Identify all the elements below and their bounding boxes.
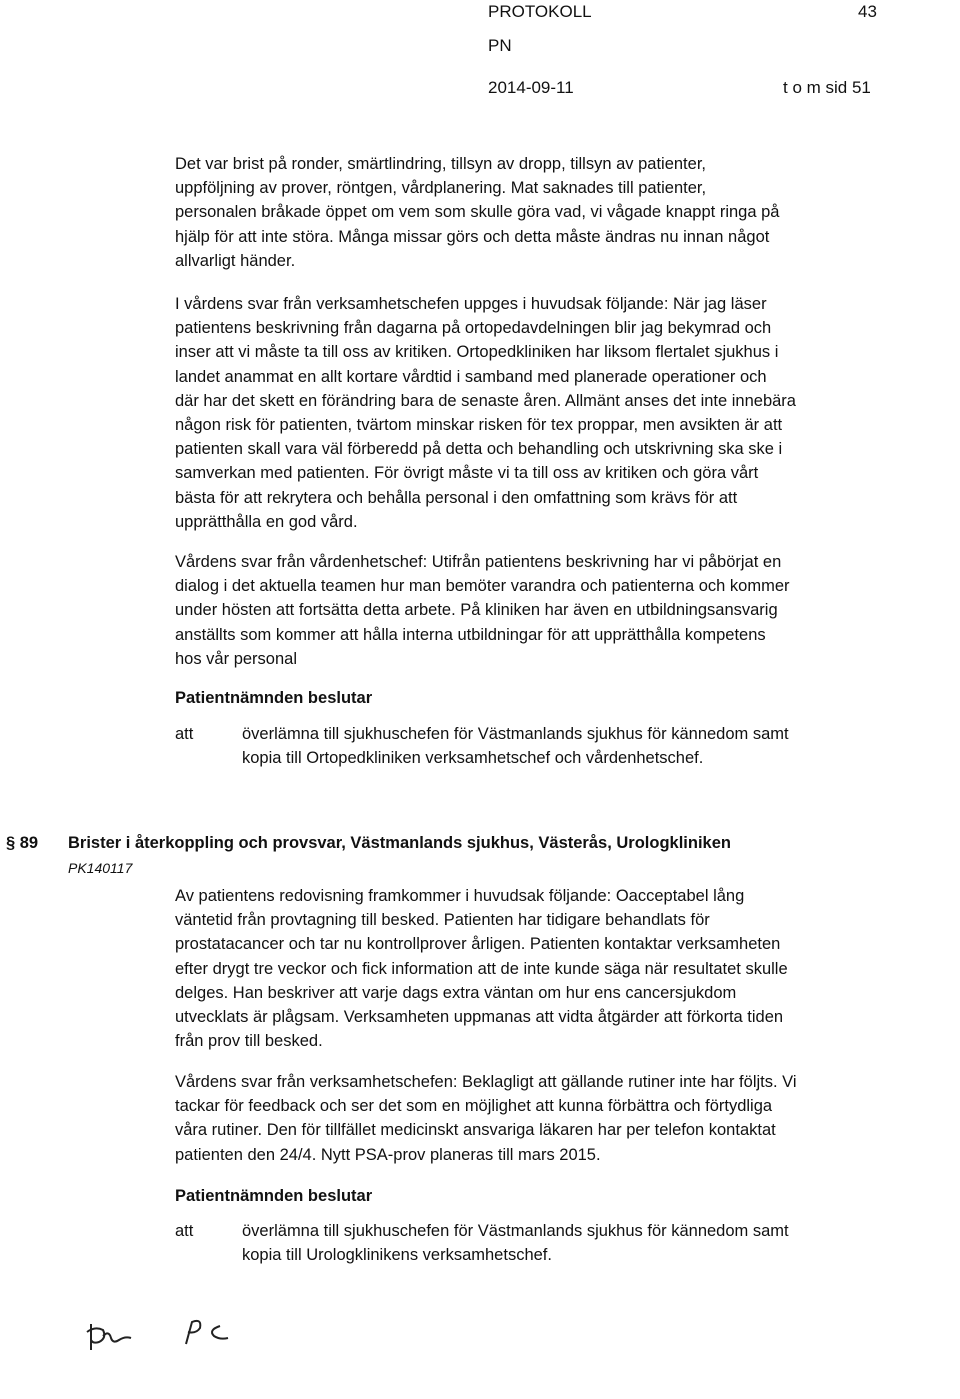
text-line: någon risk för patienten, tvärtom minskar risken för tex proppar, men avsikten är att [175, 416, 783, 435]
text-line: Av patientens redovisning framkommer i huvudsak följande: Oacceptabel lång [175, 887, 745, 905]
paragraph-complaint [175, 152, 779, 273]
signature-initials-1 [85, 1312, 165, 1356]
text-line: upprätthålla en god vård. [175, 512, 358, 531]
text-line: hjälp för att inte störa. Många missar görs och detta måste ändras nu innan något [175, 227, 770, 246]
text-line: I vårdens svar från verksamhetschefen uppges i huvudsak följande: När jag läser [175, 295, 767, 313]
text-line: under hösten att fortsätta detta arbete. På kliniken har även en utbildningsansvarig [175, 601, 778, 620]
decision-att: att [175, 1222, 194, 1240]
text-line: överlämna till sjukhuschefen för Västmanlands sjukhus för kännedom samt [242, 725, 789, 743]
decision-att: att [175, 725, 194, 743]
paragraph-response-vardenhetschef [175, 550, 790, 671]
decision-heading: Patientnämnden beslutar [175, 689, 373, 707]
text-line: patienten skall vara väl förberedd på detta och behandling och utskrivning ska ske i [175, 440, 783, 459]
text-line: samverkan med patienten. För övrigt måste vi ta till oss av kritiken och göra vårt [175, 464, 759, 483]
text-line: väntetid från provtagning till besked. Patienten har tidigare behandlats för [175, 911, 710, 930]
text-line: kopia till Urologklinikens verksamhetschef. [242, 1246, 552, 1265]
doc-type: PROTOKOLL [488, 2, 592, 21]
text-line: patientens beskrivning från dagarna på ortopedavdelningen blir jag bekymrad och [175, 319, 772, 338]
text-line: personalen bråkade öppet om vem som skulle göra vad, vi vågade knappt ringa på [175, 203, 780, 222]
text-line: överlämna till sjukhuschefen för Västmanlands sjukhus för kännedom samt [242, 1222, 789, 1240]
text-line: där har det skett en förändring bara de senaste åren. Allmänt anses det inte innebära [175, 391, 796, 410]
text-line: Vårdens svar från vårdenhetschef: Utifrån patientens beskrivning har vi påbörjat en [175, 553, 782, 571]
text-line: tackar för feedback och ser det som en möjlighet att kunna förbättra och förtydliga [175, 1097, 773, 1116]
text-line: Vårdens svar från verksamhetschefen: Beklagligt att gällande rutiner inte har följts. Vi [175, 1073, 797, 1091]
page-number: 43 [858, 2, 877, 21]
text-line: uppföljning av prover, röntgen, vårdplanering. Mat saknades till patienter, [175, 179, 707, 198]
text-line: prostatacancer och tar nu kontrollprover årligen. Patienten kontaktar verksamheten [175, 935, 781, 954]
text-line: dialog i det aktuella teamen hur man bemöter varandra och patienterna och kommer [175, 577, 790, 596]
section-title: Brister i återkoppling och provsvar, Västmanlands sjukhus, Västerås, Urologkliniken [68, 834, 731, 852]
text-line: hos vår personal [175, 649, 297, 668]
text-line: allvarligt händer. [175, 251, 296, 270]
text-line: patienten den 24/4. Nytt PSA-prov planeras till mars 2015. [175, 1145, 601, 1164]
text-line: inser att vi måste ta till oss av kritiken. Ortopedkliniken har liksom flertalet sjukhus i [175, 343, 779, 362]
decision-text [242, 1219, 789, 1267]
header-initials: PN [488, 36, 512, 55]
text-line: anställts som kommer att hålla interna utbildningar för att upprätthålla kompetens [175, 625, 766, 644]
signature-initials-2 [180, 1314, 240, 1350]
text-line: våra rutiner. Den för tillfället medicinskt ansvariga läkaren har per telefon kontaktat [175, 1121, 776, 1140]
text-line: delges. Han beskriver att varje dags extra väntan om hur ens cancersjukdom [175, 983, 737, 1002]
paragraph-care-response [175, 1070, 797, 1167]
text-line: kopia till Ortopedkliniken verksamhetschef och vårdenhetschef. [242, 749, 704, 768]
decision-text [242, 722, 789, 770]
text-line: utvecklats är plågsam. Verksamheten uppmanas att vidta åtgärder att förkorta tiden [175, 1008, 784, 1027]
meeting-date: 2014-09-11 [488, 78, 574, 97]
text-line: från prov till besked. [175, 1032, 323, 1051]
text-line: bästa för att rekrytera och behålla personal i den omfattning som krävs för att [175, 488, 738, 507]
text-line: efter drygt tre veckor och fick information att de inte kunde säga när resultatet skulle [175, 959, 788, 978]
text-line: landet anammat en allt kortare vårdtid i samband med planerade operationer och [175, 367, 767, 386]
paragraph-patient-report [175, 884, 788, 1053]
page-range: t o m sid 51 [783, 78, 871, 97]
text-line: Det var brist på ronder, smärtlindring, tillsyn av dropp, tillsyn av patienter, [175, 155, 706, 173]
section-number: § 89 [6, 834, 39, 852]
paragraph-response-verksamhetschef [175, 292, 796, 534]
case-id: PK140117 [68, 860, 133, 876]
decision-heading: Patientnämnden beslutar [175, 1187, 373, 1205]
